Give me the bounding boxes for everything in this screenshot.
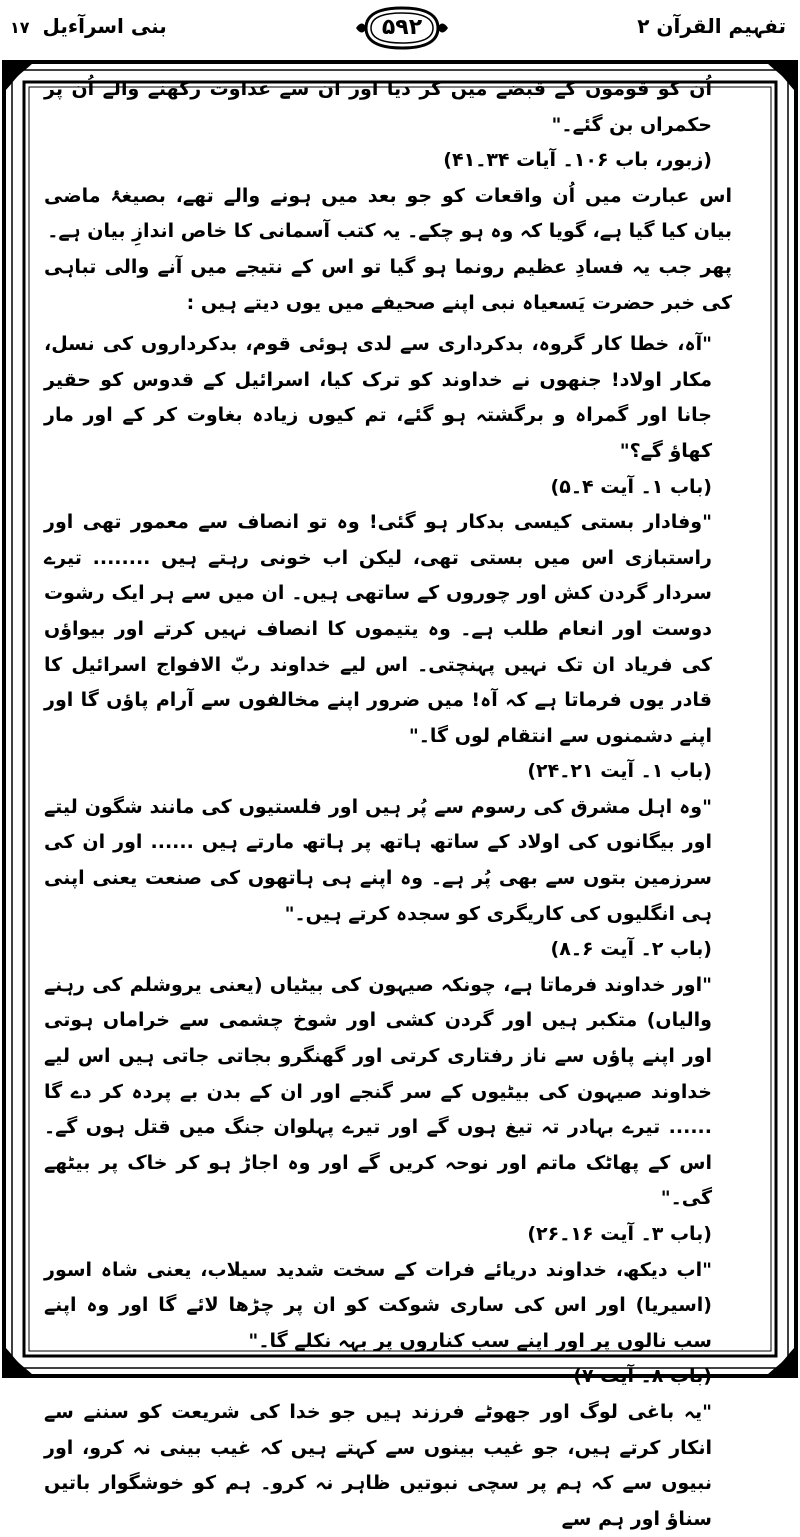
quote-isaiah-4: "اور خداوند فرماتا ہے، چونکہ صیہون کی بیٹیاں (یعنی یروشلم کی رہنے والیاں) متکبر ہیں اور گردن کشی اور شوخ چشمی سے خراماں ہوتی اور اپنے پاؤں سے ناز رفتاری کرتی اور گھنگرو بجاتی جاتی ہیں اس لیے خداوند صیہون کی بیٹیوں کے سر گنجے اور ان کے بدن بے پردہ کر دے گا ...... تیرے بہادر تہ تیغ ہوں گے اور تیرے پہلوان جنگ میں قتل ہوں گے۔ اس کے پھاٹک ماتم اور نوحہ کریں گے اور وہ اجاڑ ہو کر خاک پر بیٹھے گی۔": [44, 973, 712, 1210]
quote-isaiah-3: "وہ اہل مشرق کی رسوم سے پُر ہیں اور فلستیوں کی مانند شگون لیتے اور بیگانوں کی اولاد کے ساتھ ہاتھ پر ہاتھ مارتے ہیں ...... اور ان کی سرزمین بتوں سے بھی پُر ہے۔ وہ اپنے ہی ہاتھوں کی صنعت یعنی اپنی ہی انگلیوں کی کاریگری کو سجدہ کرتے ہیں۔": [44, 795, 712, 925]
quote-isaiah-6: "یہ باغی لوگ اور جھوٹے فرزند ہیں جو خدا کی شریعت کو سننے سے انکار کرتے ہیں، جو غیب بینوں سے کہتے ہیں کہ غیب بینی نہ کرو، اور نبیوں سے کہ ہم پر سچی نبوتیں ظاہر نہ کرو۔ ہم کو خوشگوار باتیں سناؤ اور ہم سے: [44, 1400, 712, 1530]
page-body: [44, 72, 760, 1530]
quote-isaiah-1: "آہ، خطا کار گروہ، بدکرداری سے لدی ہوئی قوم، بدکرداروں کی نسل، مکار اولاد! جنھوں نے خداوند کو ترک کیا، اسرائیل کے قدوس کو حقیر جانا اور گمراہ و برگشتہ ہو گئے، تم کیوں زیادہ بغاوت کر کے اور مار کھاؤ گے؟": [44, 333, 712, 462]
reference-isaiah-4: (باب ۳۔ آیت ۱۶۔۲۶): [527, 1223, 712, 1245]
book-title: تفہیم القرآن ۲: [637, 14, 786, 38]
page-header: [0, 0, 800, 58]
page-number: ۵۹۲: [381, 15, 423, 40]
reference-isaiah-2: (باب ۱۔ آیت ۲۱۔۲۴): [527, 760, 712, 783]
paragraph-intro-isaiah: پھر جب یہ فسادِ عظیم رونما ہو گیا تو اس کے نتیجے میں آنے والی تباہی کی خبر حضرت یَسعیاہ نبی اپنے صحیفے میں یوں دیتے ہیں :: [44, 255, 732, 314]
quote-isaiah-2: "وفادار بستی کیسی بدکار ہو گئی! وہ تو انصاف سے معمور تھی اور راستبازی اس میں بستی تھی، لیکن اب خونی رہتے ہیں ........ تیرے سردار گردن کش اور چوروں کے ساتھی ہیں۔ ان میں سے ہر ایک رشوت دوست اور انعام طلب ہے۔ وہ یتیموں کا انصاف نہیں کرتے اور بیواؤں کی فریاد ان تک نہیں پہنچتی۔ اس لیے خداوند ربّ الافواج اسرائیل کا قادر یوں فرماتا ہے کہ آہ! میں ضرور اپنے مخالفوں سے آرام پاؤں گا اور اپنے دشمنوں سے انتقام لوں گا۔": [44, 511, 712, 747]
chapter-title-group: [10, 14, 167, 38]
reference-isaiah-1: (باب ۱۔ آیت ۴۔۵): [550, 475, 712, 498]
paragraph-quote-end: اُن کو قوموں کے قبضے میں کر دیا اور ان سے عداوت رکھنے والے اُن پر حکمراں بن گئے۔": [44, 78, 712, 136]
paragraph-explanation: اس عبارت میں اُن واقعات کو جو بعد میں ہونے والے تھے، بصیغۂ ماضی بیان کیا گیا ہے، گویا کہ وہ ہو چکے۔ یہ کتب آسمانی کا خاص اندازِ بیان ہے۔: [44, 184, 732, 243]
page-number-cartouche: [354, 4, 450, 52]
reference-psalms: (زبور، باب ۱۰۶۔ آیات ۳۴۔۴۱): [443, 149, 712, 172]
quote-isaiah-5: "اب دیکھ، خداوند دریائے فرات کے سخت شدید سیلاب، یعنی شاہ اسور (اسیریا) اور اس کی ساری شوکت کو ان پر چڑھا لائے گا اور وہ اپنے سب نالوں پر اور اپنے سب کناروں پر بہہ نکلے گا۔": [44, 1258, 712, 1352]
chapter-title: بنی اسرآءیل: [42, 14, 167, 38]
reference-isaiah-3: (باب ۲۔ آیت ۶۔۸): [550, 938, 712, 961]
chapter-number: ۱۷: [10, 18, 30, 37]
reference-isaiah-5: (باب ۸۔ آیت ۷): [573, 1365, 712, 1388]
